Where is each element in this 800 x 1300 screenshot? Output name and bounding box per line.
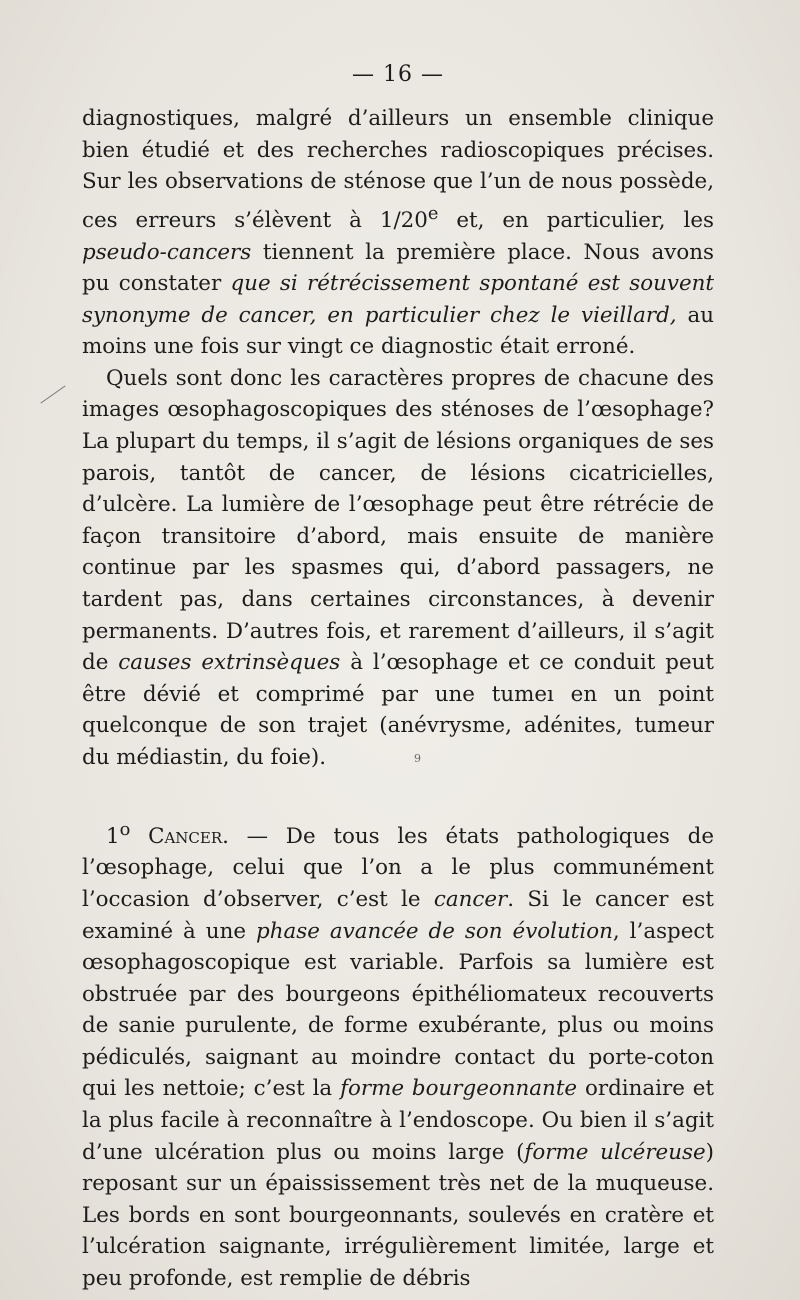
text-run: e [427,202,439,224]
text-run: Cancer [148,823,223,849]
text-run: 1 [106,823,120,849]
body-text [82,103,714,1295]
text-run: et, en particulier, les [438,207,715,233]
paragraph-cancer [82,814,714,1295]
text-run: causes extrinsèques [118,650,341,676]
text-run: phase avancée de son évolution [256,918,613,944]
stray-ink-mark: 9 [414,752,421,765]
text-run: Quels sont donc les caractères propres de chacune des images œsophagoscopiques des sténoses de l’œsophage? La plupart du temps, il s’agit de lésions organiques de ses parois, tantôt de cancer, de lésions cicatricielles, d’ulcère. La lumière de l’œsophage peut être rétrécie de façon transitoire d’abord, mais ensuite de manière continue par les spasmes qui, d’abord passagers, ne tardent pas, dans certaines circonstances, à devenir permanents. D’autres fois, et rarement d’ailleurs, il s’agit de [82,365,714,676]
text-run: . Si le cancer est examiné à une [82,886,714,944]
text-run: pseudo-cancers [82,239,252,265]
text-run: , l’aspect œsophagoscopique est variable. Parfois sa lumière est obstruée par des bourgeons épithéliomateux recouverts de sanie purulente, de forme exubérante, plus ou moins pédiculés, saignant au moindre contact du porte-coton qui les nettoie; c’est la [82,918,714,1102]
text-run: cancer [433,886,508,912]
paragraph-diagnostic-errors [82,103,714,363]
text-run: que si rétrécissement spontané est souvent synonyme de cancer, en particulier chez le vieillard, [82,271,714,328]
text-run: au moins une fois sur vingt ce diagnostic était erroné. [82,302,714,360]
text-run: . — De tous les états pathologiques de l’œsophage, celui que l’on a le plus communément l’occasion d’observer, c’est le [82,823,714,912]
page-number: — 16 — [352,62,444,87]
text-run: ordinaire et la plus facile à reconnaître à l’endoscope. Ou bien il s’agit d’une ulcération plus ou moins large ( [82,1076,715,1165]
text-run: o [119,818,131,840]
text-run: à l’œsophage et ce conduit peut être dévié et comprimé par une tumeı en un point quelconque de son trajet (anévrysme, adénites, tumeur du médiastin, du foie). [82,650,715,770]
text-run: forme ulcéreuse [524,1139,706,1165]
text-run: diagnostiques, malgré d’ailleurs un ensemble clinique bien étudié et des recherches radioscopiques précises. Sur les observations de sténose que l’un de nous possède, ces erreurs s’élèvent à 1/20 [82,106,714,233]
text-run [130,824,148,849]
section-break [82,774,714,814]
margin-pencil-mark [40,385,65,403]
text-run: tiennent la première place. Nous avons pu constater [82,239,714,297]
text-run: ) reposant sur un épaississement très net de la muqueuse. Les bords en sont bourgeonnants, soulevés en cratère et l’ulcération saignante, irrégulièrement limitée, large et peu profonde, est remplie de débris [82,1139,714,1292]
paragraph-stenosis-images [82,363,714,774]
text-run: forme bourgeonnante [340,1076,578,1102]
